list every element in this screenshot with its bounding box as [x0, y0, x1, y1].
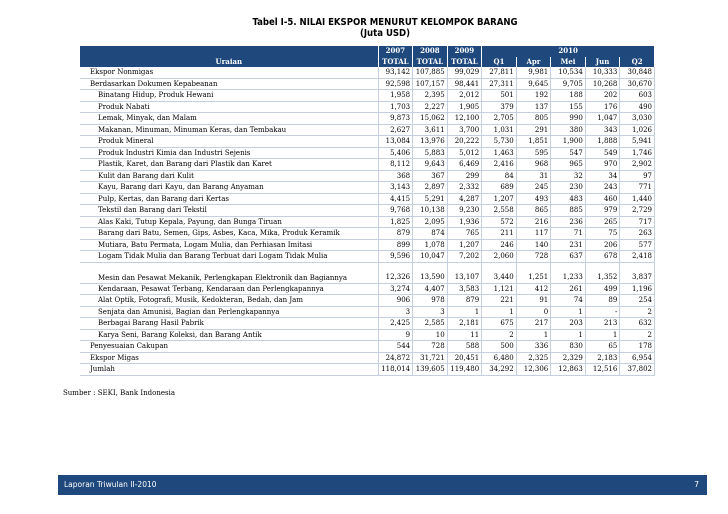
row-value-cell: 1,078 — [413, 239, 448, 251]
table-row — [80, 78, 655, 90]
row-value-cell: 1,251 — [516, 262, 551, 283]
row-value-cell: 65 — [585, 341, 620, 353]
row-value-cell: 885 — [551, 205, 586, 217]
row-value-cell: 93,142 — [378, 67, 413, 78]
row-value-cell: 2,012 — [447, 90, 482, 102]
table-row — [80, 136, 655, 148]
row-value-cell: 500 — [482, 341, 517, 353]
row-label: Tekstil dan Barang dari Tekstil — [80, 205, 378, 217]
row-value-cell: 140 — [516, 239, 551, 251]
row-value-cell: 91 — [516, 295, 551, 307]
row-value-cell: 1,851 — [516, 136, 551, 148]
row-label: Mesin dan Pesawat Mekanik, Perlengkapan Elektronik dan Bagiannya — [80, 262, 378, 283]
row-label: Alas Kaki, Tutup Kepala, Payung, dan Bunga Tiruan — [80, 216, 378, 228]
row-value-cell: 12,863 — [551, 364, 586, 376]
row-label: Logam Tidak Mulia dan Barang Terbuat dari Logam Tidak Mulia — [80, 251, 378, 263]
row-value-cell: 3,837 — [620, 262, 655, 283]
row-value-cell: 1,958 — [378, 90, 413, 102]
row-value-cell: 499 — [585, 283, 620, 295]
row-value-cell: 765 — [447, 228, 482, 240]
row-value-cell: 637 — [551, 251, 586, 263]
table-row — [80, 262, 655, 283]
row-value-cell: 27,811 — [482, 67, 517, 78]
row-value-cell: 3,583 — [447, 283, 482, 295]
row-value-cell: 5,883 — [413, 147, 448, 159]
row-value-cell: 874 — [413, 228, 448, 240]
row-value-cell: 20,222 — [447, 136, 482, 148]
row-value-cell: 217 — [516, 318, 551, 330]
row-value-cell: 367 — [413, 170, 448, 182]
header-total-2009: TOTAL — [447, 57, 482, 68]
row-value-cell: 4,287 — [447, 193, 482, 205]
row-value-cell: 549 — [585, 147, 620, 159]
row-value-cell: 117 — [516, 228, 551, 240]
row-value-cell: 203 — [551, 318, 586, 330]
row-value-cell: 9,873 — [378, 113, 413, 125]
row-label: Produk Nabati — [80, 101, 378, 113]
row-value-cell: 675 — [482, 318, 517, 330]
row-value-cell: 211 — [482, 228, 517, 240]
row-value-cell: 13,976 — [413, 136, 448, 148]
row-value-cell: 9 — [378, 329, 413, 341]
row-value-cell: 10 — [413, 329, 448, 341]
row-value-cell: 336 — [516, 341, 551, 353]
row-value-cell: 3,030 — [620, 113, 655, 125]
row-value-cell: 119,480 — [447, 364, 482, 376]
row-value-cell: 139,605 — [413, 364, 448, 376]
row-value-cell: 75 — [585, 228, 620, 240]
row-label: Lemak, Minyak, dan Malam — [80, 113, 378, 125]
row-value-cell: 2,325 — [516, 352, 551, 364]
table-row — [80, 295, 655, 307]
row-value-cell: 1 — [482, 306, 517, 318]
row-value-cell: 231 — [551, 239, 586, 251]
row-label: Ekspor Migas — [80, 352, 378, 364]
row-value-cell: 265 — [585, 216, 620, 228]
row-value-cell: 3,611 — [413, 124, 448, 136]
row-value-cell: 2 — [620, 306, 655, 318]
row-value-cell: 2,729 — [620, 205, 655, 217]
row-value-cell: 1,900 — [551, 136, 586, 148]
row-value-cell: 206 — [585, 239, 620, 251]
row-value-cell: 1 — [551, 306, 586, 318]
row-value-cell: 9,596 — [378, 251, 413, 263]
row-value-cell: 27,311 — [482, 78, 517, 90]
row-value-cell: 632 — [620, 318, 655, 330]
row-value-cell: 216 — [516, 216, 551, 228]
row-value-cell: 1,825 — [378, 216, 413, 228]
row-value-cell: 261 — [551, 283, 586, 295]
row-value-cell: 978 — [413, 295, 448, 307]
table-row — [80, 239, 655, 251]
table-row — [80, 193, 655, 205]
row-value-cell: 1,031 — [482, 124, 517, 136]
row-value-cell: 968 — [516, 159, 551, 171]
row-value-cell: 380 — [551, 124, 586, 136]
row-label: Mutiara, Batu Permata, Logam Mulia, dan Perhiasan Imitasi — [80, 239, 378, 251]
row-value-cell: 37,802 — [620, 364, 655, 376]
row-value-cell: 4,415 — [378, 193, 413, 205]
export-table — [80, 46, 655, 376]
row-value-cell: 483 — [551, 193, 586, 205]
row-value-cell: 34,292 — [482, 364, 517, 376]
row-value-cell: 2,181 — [447, 318, 482, 330]
row-value-cell: 965 — [551, 159, 586, 171]
row-value-cell: 6,480 — [482, 352, 517, 364]
row-value-cell: 2,627 — [378, 124, 413, 136]
row-value-cell: 1 — [516, 329, 551, 341]
row-value-cell: 24,872 — [378, 352, 413, 364]
header-uraian: Uraian — [80, 57, 378, 68]
row-label: Plastik, Karet, dan Barang dari Plastik dan Karet — [80, 159, 378, 171]
row-value-cell: 343 — [585, 124, 620, 136]
row-value-cell: 970 — [585, 159, 620, 171]
header-year-2010: 2010 — [482, 46, 655, 57]
table-row — [80, 67, 655, 78]
table-row — [80, 90, 655, 102]
row-value-cell: 12,516 — [585, 364, 620, 376]
row-value-cell: 547 — [551, 147, 586, 159]
row-value-cell: 10,047 — [413, 251, 448, 263]
row-value-cell: 1,026 — [620, 124, 655, 136]
row-value-cell: 879 — [447, 295, 482, 307]
row-value-cell: 979 — [585, 205, 620, 217]
page-footer — [58, 475, 707, 495]
row-value-cell: 5,406 — [378, 147, 413, 159]
row-value-cell: 30,848 — [620, 67, 655, 78]
row-value-cell: 865 — [516, 205, 551, 217]
header-q2: Q2 — [620, 57, 655, 68]
row-value-cell: 412 — [516, 283, 551, 295]
row-value-cell: 15,062 — [413, 113, 448, 125]
row-value-cell: 31,721 — [413, 352, 448, 364]
row-value-cell: 1,352 — [585, 262, 620, 283]
row-label: Produk Mineral — [80, 136, 378, 148]
row-value-cell: 13,590 — [413, 262, 448, 283]
row-value-cell: 192 — [516, 90, 551, 102]
row-value-cell: 3,440 — [482, 262, 517, 283]
row-value-cell: 1 — [447, 306, 482, 318]
row-value-cell: 689 — [482, 182, 517, 194]
row-value-cell: - — [585, 306, 620, 318]
row-value-cell: 2,705 — [482, 113, 517, 125]
header-blank-cell — [80, 46, 378, 57]
row-value-cell: 1,207 — [447, 239, 482, 251]
row-value-cell: 1,207 — [482, 193, 517, 205]
row-value-cell: 990 — [551, 113, 586, 125]
row-label: Berdasarkan Dokumen Kepabeanan — [80, 78, 378, 90]
table-row — [80, 182, 655, 194]
row-value-cell: 12,326 — [378, 262, 413, 283]
row-value-cell: 12,100 — [447, 113, 482, 125]
row-value-cell: 2,329 — [551, 352, 586, 364]
row-value-cell: 1,121 — [482, 283, 517, 295]
header-total-2008: TOTAL — [413, 57, 448, 68]
header-q1: Q1 — [482, 57, 517, 68]
row-value-cell: 188 — [551, 90, 586, 102]
row-label: Alat Optik, Fotografi, Musik, Kedokteran, Bedah, dan Jam — [80, 295, 378, 307]
row-value-cell: 291 — [516, 124, 551, 136]
row-value-cell: 6,954 — [620, 352, 655, 364]
row-value-cell: 10,138 — [413, 205, 448, 217]
row-value-cell: 10,333 — [585, 67, 620, 78]
row-value-cell: 5,012 — [447, 147, 482, 159]
row-label: Pulp, Kertas, dan Barang dari Kertas — [80, 193, 378, 205]
row-value-cell: 2,227 — [413, 101, 448, 113]
row-value-cell: 20,451 — [447, 352, 482, 364]
row-value-cell: 155 — [551, 101, 586, 113]
row-value-cell: 577 — [620, 239, 655, 251]
row-label: Makanan, Minuman, Minuman Keras, dan Tembakau — [80, 124, 378, 136]
row-value-cell: 97 — [620, 170, 655, 182]
row-label: Produk Industri Kimia dan Industri Sejenis — [80, 147, 378, 159]
table-row — [80, 113, 655, 125]
row-value-cell: 906 — [378, 295, 413, 307]
row-label: Senjata dan Amunisi, Bagian dan Perlengkapannya — [80, 306, 378, 318]
row-value-cell: 84 — [482, 170, 517, 182]
row-value-cell: 99,029 — [447, 67, 482, 78]
row-value-cell: 1,905 — [447, 101, 482, 113]
table-body — [80, 67, 655, 375]
row-value-cell: 9,643 — [413, 159, 448, 171]
row-value-cell: 10,268 — [585, 78, 620, 90]
row-value-cell: 74 — [551, 295, 586, 307]
header-year-2009: 2009 — [447, 46, 482, 57]
row-value-cell: 12,306 — [516, 364, 551, 376]
row-value-cell: 118,014 — [378, 364, 413, 376]
row-value-cell: 3,143 — [378, 182, 413, 194]
table-row — [80, 124, 655, 136]
header-jun: Jun — [585, 57, 620, 68]
row-value-cell: 2,416 — [482, 159, 517, 171]
row-value-cell: 1,746 — [620, 147, 655, 159]
row-value-cell: 1,463 — [482, 147, 517, 159]
row-label: Ekspor Nonmigas — [80, 67, 378, 78]
row-value-cell: 490 — [620, 101, 655, 113]
row-value-cell: 2,183 — [585, 352, 620, 364]
row-value-cell: 544 — [378, 341, 413, 353]
row-value-cell: 299 — [447, 170, 482, 182]
header-year-2007: 2007 — [378, 46, 413, 57]
row-value-cell: 137 — [516, 101, 551, 113]
row-label: Kayu, Barang dari Kayu, dan Barang Anyaman — [80, 182, 378, 194]
row-value-cell: 263 — [620, 228, 655, 240]
table-row — [80, 101, 655, 113]
table-row — [80, 216, 655, 228]
year-header-row — [80, 46, 655, 57]
row-value-cell: 1,233 — [551, 262, 586, 283]
row-label: Berbagai Barang Hasil Pabrik — [80, 318, 378, 330]
table-row — [80, 329, 655, 341]
row-value-cell: 879 — [378, 228, 413, 240]
row-value-cell: 678 — [585, 251, 620, 263]
row-value-cell: 6,469 — [447, 159, 482, 171]
row-value-cell: 2,060 — [482, 251, 517, 263]
row-value-cell: 460 — [585, 193, 620, 205]
row-value-cell: 9,645 — [516, 78, 551, 90]
row-value-cell: 230 — [551, 182, 586, 194]
row-value-cell: 245 — [516, 182, 551, 194]
row-value-cell: 10,534 — [551, 67, 586, 78]
table-row — [80, 147, 655, 159]
row-label: Barang dari Batu, Semen, Gips, Asbes, Kaca, Mika, Produk Keramik — [80, 228, 378, 240]
row-value-cell: 9,705 — [551, 78, 586, 90]
row-label: Kendaraan, Pesawat Terbang, Kendaraan dan Perlengkapannya — [80, 283, 378, 295]
table-row — [80, 228, 655, 240]
row-value-cell: 572 — [482, 216, 517, 228]
row-value-cell: 1,047 — [585, 113, 620, 125]
row-label: Jumlah — [80, 364, 378, 376]
row-value-cell: 9,230 — [447, 205, 482, 217]
row-value-cell: 1,703 — [378, 101, 413, 113]
header-year-2008: 2008 — [413, 46, 448, 57]
row-value-cell: 2,395 — [413, 90, 448, 102]
row-value-cell: 243 — [585, 182, 620, 194]
row-value-cell: 717 — [620, 216, 655, 228]
row-value-cell: 3,274 — [378, 283, 413, 295]
table-row — [80, 352, 655, 364]
row-value-cell: 368 — [378, 170, 413, 182]
row-value-cell: 501 — [482, 90, 517, 102]
row-value-cell: 2,558 — [482, 205, 517, 217]
row-value-cell: 4,407 — [413, 283, 448, 295]
row-value-cell: 34 — [585, 170, 620, 182]
row-value-cell: 728 — [413, 341, 448, 353]
row-label: Karya Seni, Barang Koleksi, dan Barang Antik — [80, 329, 378, 341]
row-value-cell: 8,112 — [378, 159, 413, 171]
table-row — [80, 318, 655, 330]
row-label: Kulit dan Barang dari Kulit — [80, 170, 378, 182]
row-value-cell: 236 — [551, 216, 586, 228]
row-value-cell: 1,440 — [620, 193, 655, 205]
row-value-cell: 728 — [516, 251, 551, 263]
row-value-cell: 3 — [378, 306, 413, 318]
row-value-cell: 202 — [585, 90, 620, 102]
table-row — [80, 205, 655, 217]
row-value-cell: 9,768 — [378, 205, 413, 217]
row-value-cell: 246 — [482, 239, 517, 251]
column-header-row — [80, 57, 655, 68]
row-value-cell: 1,936 — [447, 216, 482, 228]
row-value-cell: 379 — [482, 101, 517, 113]
row-value-cell: 92,598 — [378, 78, 413, 90]
source-note: Sumber : SEKI, Bank Indonesia — [63, 389, 175, 397]
row-value-cell: 493 — [516, 193, 551, 205]
row-value-cell: 2,418 — [620, 251, 655, 263]
row-label: Binatang Hidup, Produk Hewani — [80, 90, 378, 102]
row-value-cell: 2,902 — [620, 159, 655, 171]
row-value-cell: 9,981 — [516, 67, 551, 78]
table-row — [80, 251, 655, 263]
row-value-cell: 830 — [551, 341, 586, 353]
row-value-cell: 2,897 — [413, 182, 448, 194]
row-value-cell: 1,196 — [620, 283, 655, 295]
row-value-cell: 3 — [413, 306, 448, 318]
row-value-cell: 1,888 — [585, 136, 620, 148]
row-value-cell: 2,585 — [413, 318, 448, 330]
table-row — [80, 170, 655, 182]
row-value-cell: 11 — [447, 329, 482, 341]
row-value-cell: 13,084 — [378, 136, 413, 148]
row-value-cell: 805 — [516, 113, 551, 125]
row-value-cell: 771 — [620, 182, 655, 194]
table-row — [80, 159, 655, 171]
footer-page-number: 7 — [694, 480, 699, 489]
table-title: Tabel I-5. NILAI EKSPOR MENURUT KELOMPOK BARANG — [252, 17, 518, 28]
row-value-cell: 5,941 — [620, 136, 655, 148]
row-label: Penyesuaian Cakupan — [80, 341, 378, 353]
row-value-cell: 98,441 — [447, 78, 482, 90]
row-value-cell: 5,730 — [482, 136, 517, 148]
table-row — [80, 306, 655, 318]
row-value-cell: 32 — [551, 170, 586, 182]
row-value-cell: 2,332 — [447, 182, 482, 194]
table-unit: (Juta USD) — [359, 28, 411, 39]
row-value-cell: 5,291 — [413, 193, 448, 205]
header-mei: Mei — [551, 57, 586, 68]
row-value-cell: 2 — [482, 329, 517, 341]
row-value-cell: 0 — [516, 306, 551, 318]
row-value-cell: 30,670 — [620, 78, 655, 90]
row-value-cell: 1 — [585, 329, 620, 341]
row-value-cell: 213 — [585, 318, 620, 330]
row-value-cell: 221 — [482, 295, 517, 307]
row-value-cell: 107,157 — [413, 78, 448, 90]
row-value-cell: 7,202 — [447, 251, 482, 263]
row-value-cell: 603 — [620, 90, 655, 102]
row-value-cell: 1 — [551, 329, 586, 341]
row-value-cell: 71 — [551, 228, 586, 240]
row-value-cell: 595 — [516, 147, 551, 159]
table-row — [80, 364, 655, 376]
row-value-cell: 89 — [585, 295, 620, 307]
row-value-cell: 176 — [585, 101, 620, 113]
row-value-cell: 31 — [516, 170, 551, 182]
row-value-cell: 107,885 — [413, 67, 448, 78]
header-total-2007: TOTAL — [378, 57, 413, 68]
table-row — [80, 341, 655, 353]
row-value-cell: 588 — [447, 341, 482, 353]
row-value-cell: 3,700 — [447, 124, 482, 136]
table-row — [80, 283, 655, 295]
row-value-cell: 2 — [620, 329, 655, 341]
row-value-cell: 899 — [378, 239, 413, 251]
row-value-cell: 13,107 — [447, 262, 482, 283]
row-value-cell: 178 — [620, 341, 655, 353]
row-value-cell: 2,095 — [413, 216, 448, 228]
row-value-cell: 254 — [620, 295, 655, 307]
row-value-cell: 2,425 — [378, 318, 413, 330]
footer-report-title: Laporan Triwulan II-2010 — [64, 480, 157, 489]
header-apr: Apr — [516, 57, 551, 68]
